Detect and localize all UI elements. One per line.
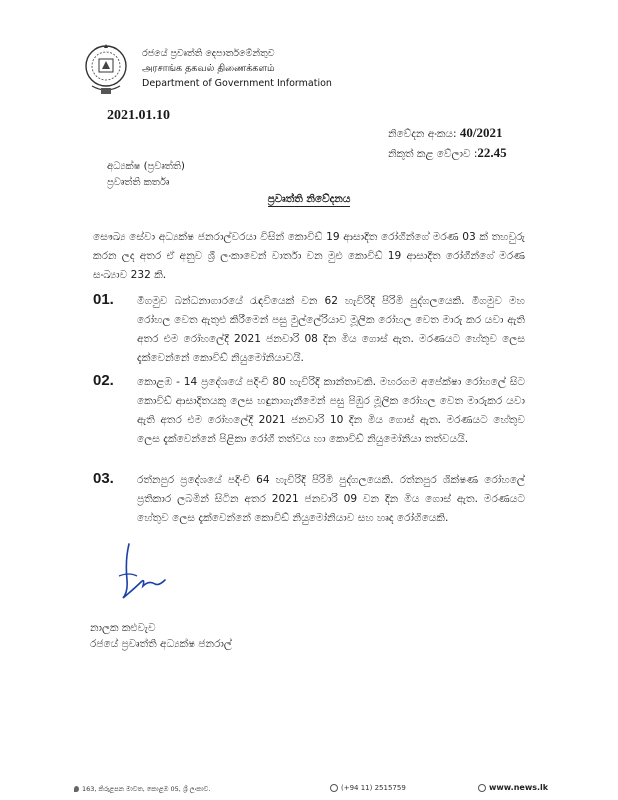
- footer-address-text: 163, කිරුළපන මාවත, කොළඹ 05, ශ්‍රී ලංකාව.: [82, 785, 211, 793]
- heading-text: ප්‍රවෘත්ති නිවේදනය: [267, 193, 351, 205]
- item-text-3: රත්නපුර ප්‍රදේශයේ පදිංචි 64 හැවිරිදි පිරිමි පුද්ගලයෙකි. රත්නපුර ශික්ෂණ රෝහලේ ප්‍රතිකාර ලබමින් සිටින අතර 2021 ජනවාරි 09 වන දින මිය ගොස් ඇත. මරණයට හේතුව ලෙස දැක්වෙන්නේ කොවිඩ් නියුමෝනියාව සහ හෘද රෝගියෙකි.: [137, 474, 525, 524]
- item-text-2: කොළඹ - 14 ප්‍රදේශයේ පදිංචි 80 හැවිරිදි කාන්තාවකි. මහරගම අපේක්ෂා රෝහලේ සිට කොවිඩ් ආසාදිතයකු ලෙස හඳුනාගැනීමෙන් පසු පිඹුර මූලික රෝහල වෙත මාරුකර යවා ඇති අතර එම රෝහලේදී 2021 ජනවාරි 10 දින මිය ගොස් ඇත. මරණයට හේතුව ලෙස දැක්වෙන්නේ පිළිකා රෝගී තත්වය හා කොවිඩ් නියුමෝනියා තත්වයයි.: [137, 376, 525, 445]
- release-time-label: නිකුත් කළ වේලාව :: [388, 148, 478, 160]
- intro-paragraph: සෞඛ්‍ය සේවා අධ්‍යක්ෂ ජනරාල්වරයා විසින් කොවිඩ් 19 ආසාදිත රෝගීන්ගේ මරණ 03 ක් තහවුරු කරන ලද අතර ඒ අනුව ශ්‍රී ලංකාවෙන් වාර්තා වන මුළු කොවිඩ් 19 ආසාදිත රෝගීන්ගේ මරණ සංඛ්‍යාව 232 කි.: [93, 231, 525, 281]
- addressee-line-1: අධ්‍යක්ෂ (ප්‍රවෘත්ති): [107, 161, 185, 172]
- location-pin-icon: [74, 786, 79, 792]
- department-name-english: Department of Government Information: [142, 78, 332, 89]
- item-number-3: 03.: [93, 470, 114, 487]
- globe-icon: [478, 784, 486, 792]
- footer-phone-text: (+94 11) 2515759: [341, 784, 406, 792]
- document-heading: [0, 193, 618, 206]
- signatory-title: රජයේ ප්‍රවෘත්ති අධ්‍යක්ෂ ජනරාල්: [90, 638, 232, 650]
- addressee-line-2: ප්‍රවෘත්ති කර්තෘ: [107, 177, 170, 188]
- item-number-1: 01.: [93, 291, 114, 308]
- department-name: [142, 46, 332, 91]
- footer-website[interactable]: [478, 783, 548, 792]
- release-time-value: 22.45: [477, 145, 507, 160]
- item-number-2: 02.: [93, 372, 114, 389]
- issue-date: 2021.01.10: [107, 108, 170, 123]
- release-number-label: නිවේදන අංකය:: [388, 128, 457, 140]
- item-text-1: මීගමුව බන්ධනාගාරයේ රැඳවියෙක් වන 62 හැවිරිදි පිරිමි පුද්ගලයෙකි. මීගමුව මහ රෝහල වෙත ඇතුළු කිරීමෙන් පසු මුල්ලේරියාව මූලික රෝහල වෙත මාරු කර යවා ඇති අතර එම රෝහලේදී 2021 ජනවාරි 08 දින මිය ගොස් ඇත. මරණයට හේතුව ලෙස දැක්වෙන්නේ කොවිඩ් නියුමෝනියාවයි.: [137, 295, 525, 364]
- signatory-name: නාලක කළුවැව: [90, 622, 156, 634]
- footer-address: [74, 785, 210, 794]
- release-number-value: 40/2021: [459, 125, 503, 140]
- footer-phone: [330, 784, 406, 792]
- department-name-sinhala: රජයේ ප්‍රවෘත්ති දෙපාර්තමේන්තුව: [142, 48, 275, 59]
- release-time: [388, 145, 507, 161]
- phone-icon: [330, 784, 338, 792]
- release-number: [388, 125, 502, 141]
- footer-website-text: www.news.lk: [489, 783, 549, 792]
- handwritten-signature-icon: [115, 540, 175, 610]
- government-emblem-icon: [82, 40, 130, 98]
- department-name-tamil: அரசாங்க தகவல் திணைக்களம்: [142, 63, 275, 74]
